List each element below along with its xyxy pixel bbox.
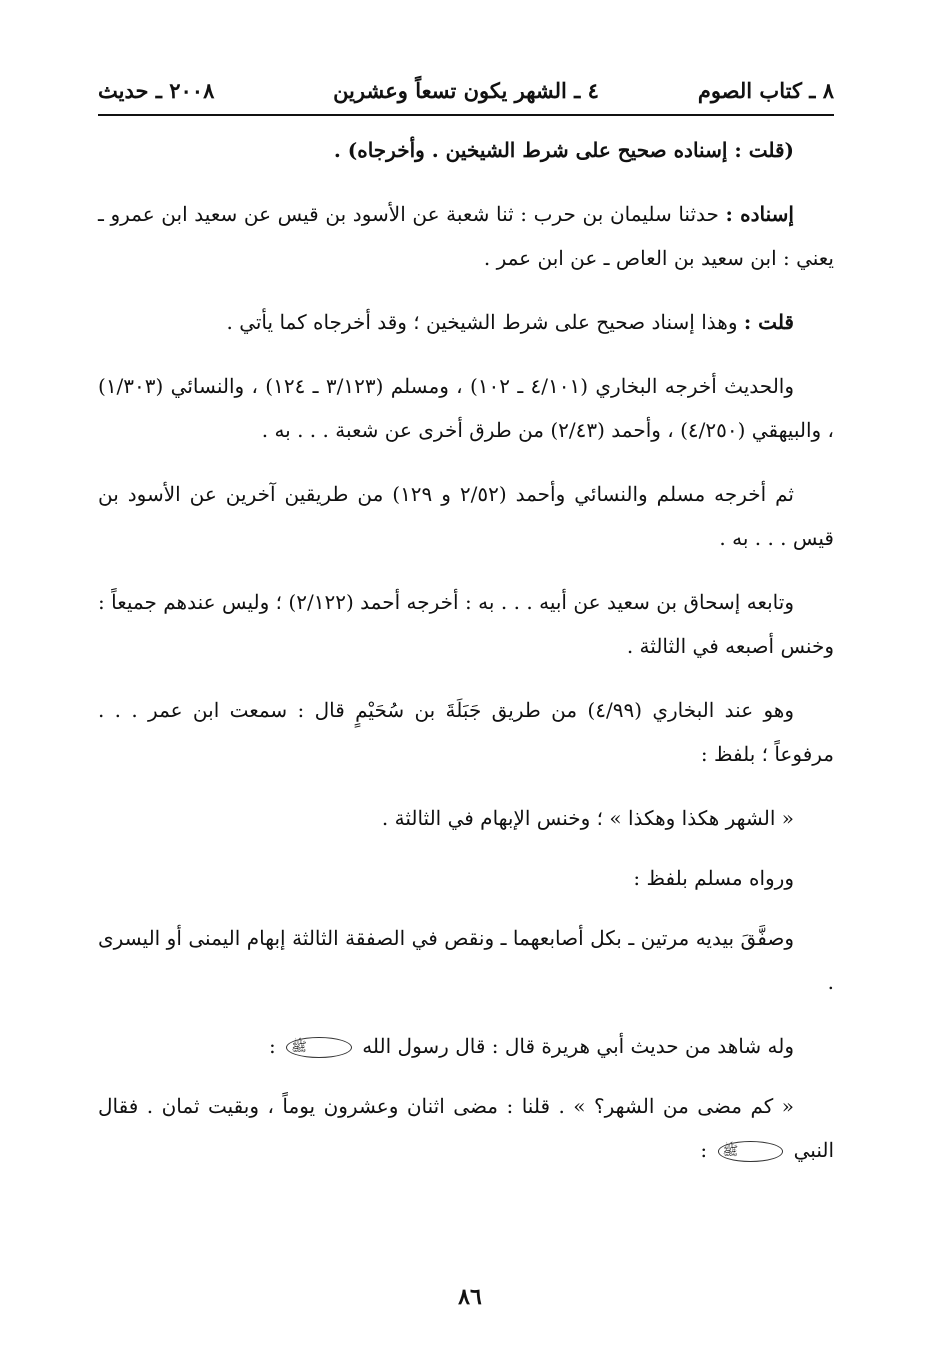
paragraph-isnad — [98, 192, 834, 280]
paragraph-text: حدثنا سليمان بن حرب : ثنا شعبة عن الأسود بن قيس عن سعيد ابن عمرو ـ يعني : ابن سعيد بن العاص ـ عن ابن عمر . — [98, 202, 834, 270]
honorific-seal-icon: ﷺ — [718, 1141, 784, 1162]
paragraph-text: وصفَّقَ بيديه مرتين ـ بكل أصابعهما ـ ونقص في الصفقة الثالثة إبهام اليمنى أو اليسرى . — [98, 926, 834, 994]
paragraph-text: (قلت : إسناده صحيح على شرط الشيخين . وأخرجاه) . — [333, 138, 794, 162]
paragraph-muslim-route — [98, 472, 834, 560]
paragraph-tail: : — [700, 1138, 714, 1162]
paragraph-text: والحديث أخرجه البخاري (٤/١٠١ ـ ١٠٢) ، ومسلم (٣/١٢٣ ـ ١٢٤) ، والنسائي (١/٣٠٣) ، والبيهقي (٤/٢٥٠) ، وأحمد (٢/٤٣) من طرق أخرى عن شعبة . . . به . — [98, 374, 834, 442]
paragraph-mutabaa — [98, 580, 834, 668]
paragraph-quote-3 — [98, 1084, 834, 1172]
page-body — [98, 128, 834, 1192]
page-header — [98, 72, 834, 112]
paragraph-text: « الشهر هكذا وهكذا » ؛ وخنس الإبهام في الثالثة . — [381, 806, 794, 830]
paragraph-takhrij — [98, 364, 834, 452]
paragraph-text: وهذا إسناد صحيح على شرط الشيخين ؛ وقد أخرجاه كما يأتي . — [226, 310, 744, 334]
paragraph-verdict — [98, 128, 834, 172]
paragraph-text: ثم أخرجه مسلم والنسائي وأحمد (٢/٥٢ و ١٢٩) من طريقين آخرين عن الأسود بن قيس . . . به . — [98, 482, 834, 550]
paragraph-lead: إسناده : — [725, 202, 794, 226]
paragraph-comment — [98, 300, 834, 344]
paragraph-text: وله شاهد من حديث أبي هريرة قال : قال رسول الله — [362, 1034, 794, 1058]
header-chapter-title: ٤ ـ الشهر يكون تسعاً وعشرين — [333, 78, 599, 103]
header-divider — [98, 114, 834, 116]
honorific-seal-icon: ﷺ — [286, 1037, 352, 1058]
paragraph-shahid — [98, 1024, 834, 1068]
paragraph-text: وهو عند البخاري (٤/٩٩) من طريق جَبَلَةَ بن سُحَيْمٍ قال : سمعت ابن عمر . . . مرفوعاً ؛ بلفظ : — [98, 698, 834, 766]
paragraph-lead: قلت : — [743, 310, 794, 334]
paragraph-text: وتابعه إسحاق بن سعيد عن أبيه . . . به : أخرجه أحمد (٢/١٢٢) ؛ وليس عندهم جميعاً : وخنس أصبعه في الثالثة . — [98, 590, 834, 658]
paragraph-tail: : — [269, 1034, 283, 1058]
paragraph-text: ورواه مسلم بلفظ : — [633, 866, 794, 890]
header-hadith-number: ٢٠٠٨ ـ حديث — [98, 78, 215, 103]
paragraph-text: « كم مضى من الشهر؟ » . قلنا : مضى اثنان وعشرون يوماً ، وبقيت ثمان . فقال النبي — [98, 1094, 834, 1162]
paragraph-quote-2 — [98, 916, 834, 1004]
paragraph-quote-1 — [98, 796, 834, 840]
header-book-title: ٨ ـ كتاب الصوم — [697, 78, 834, 103]
paragraph-bukhari-route — [98, 688, 834, 776]
paragraph-muslim-wording — [98, 856, 834, 900]
page-number: ٨٦ — [458, 1284, 482, 1310]
